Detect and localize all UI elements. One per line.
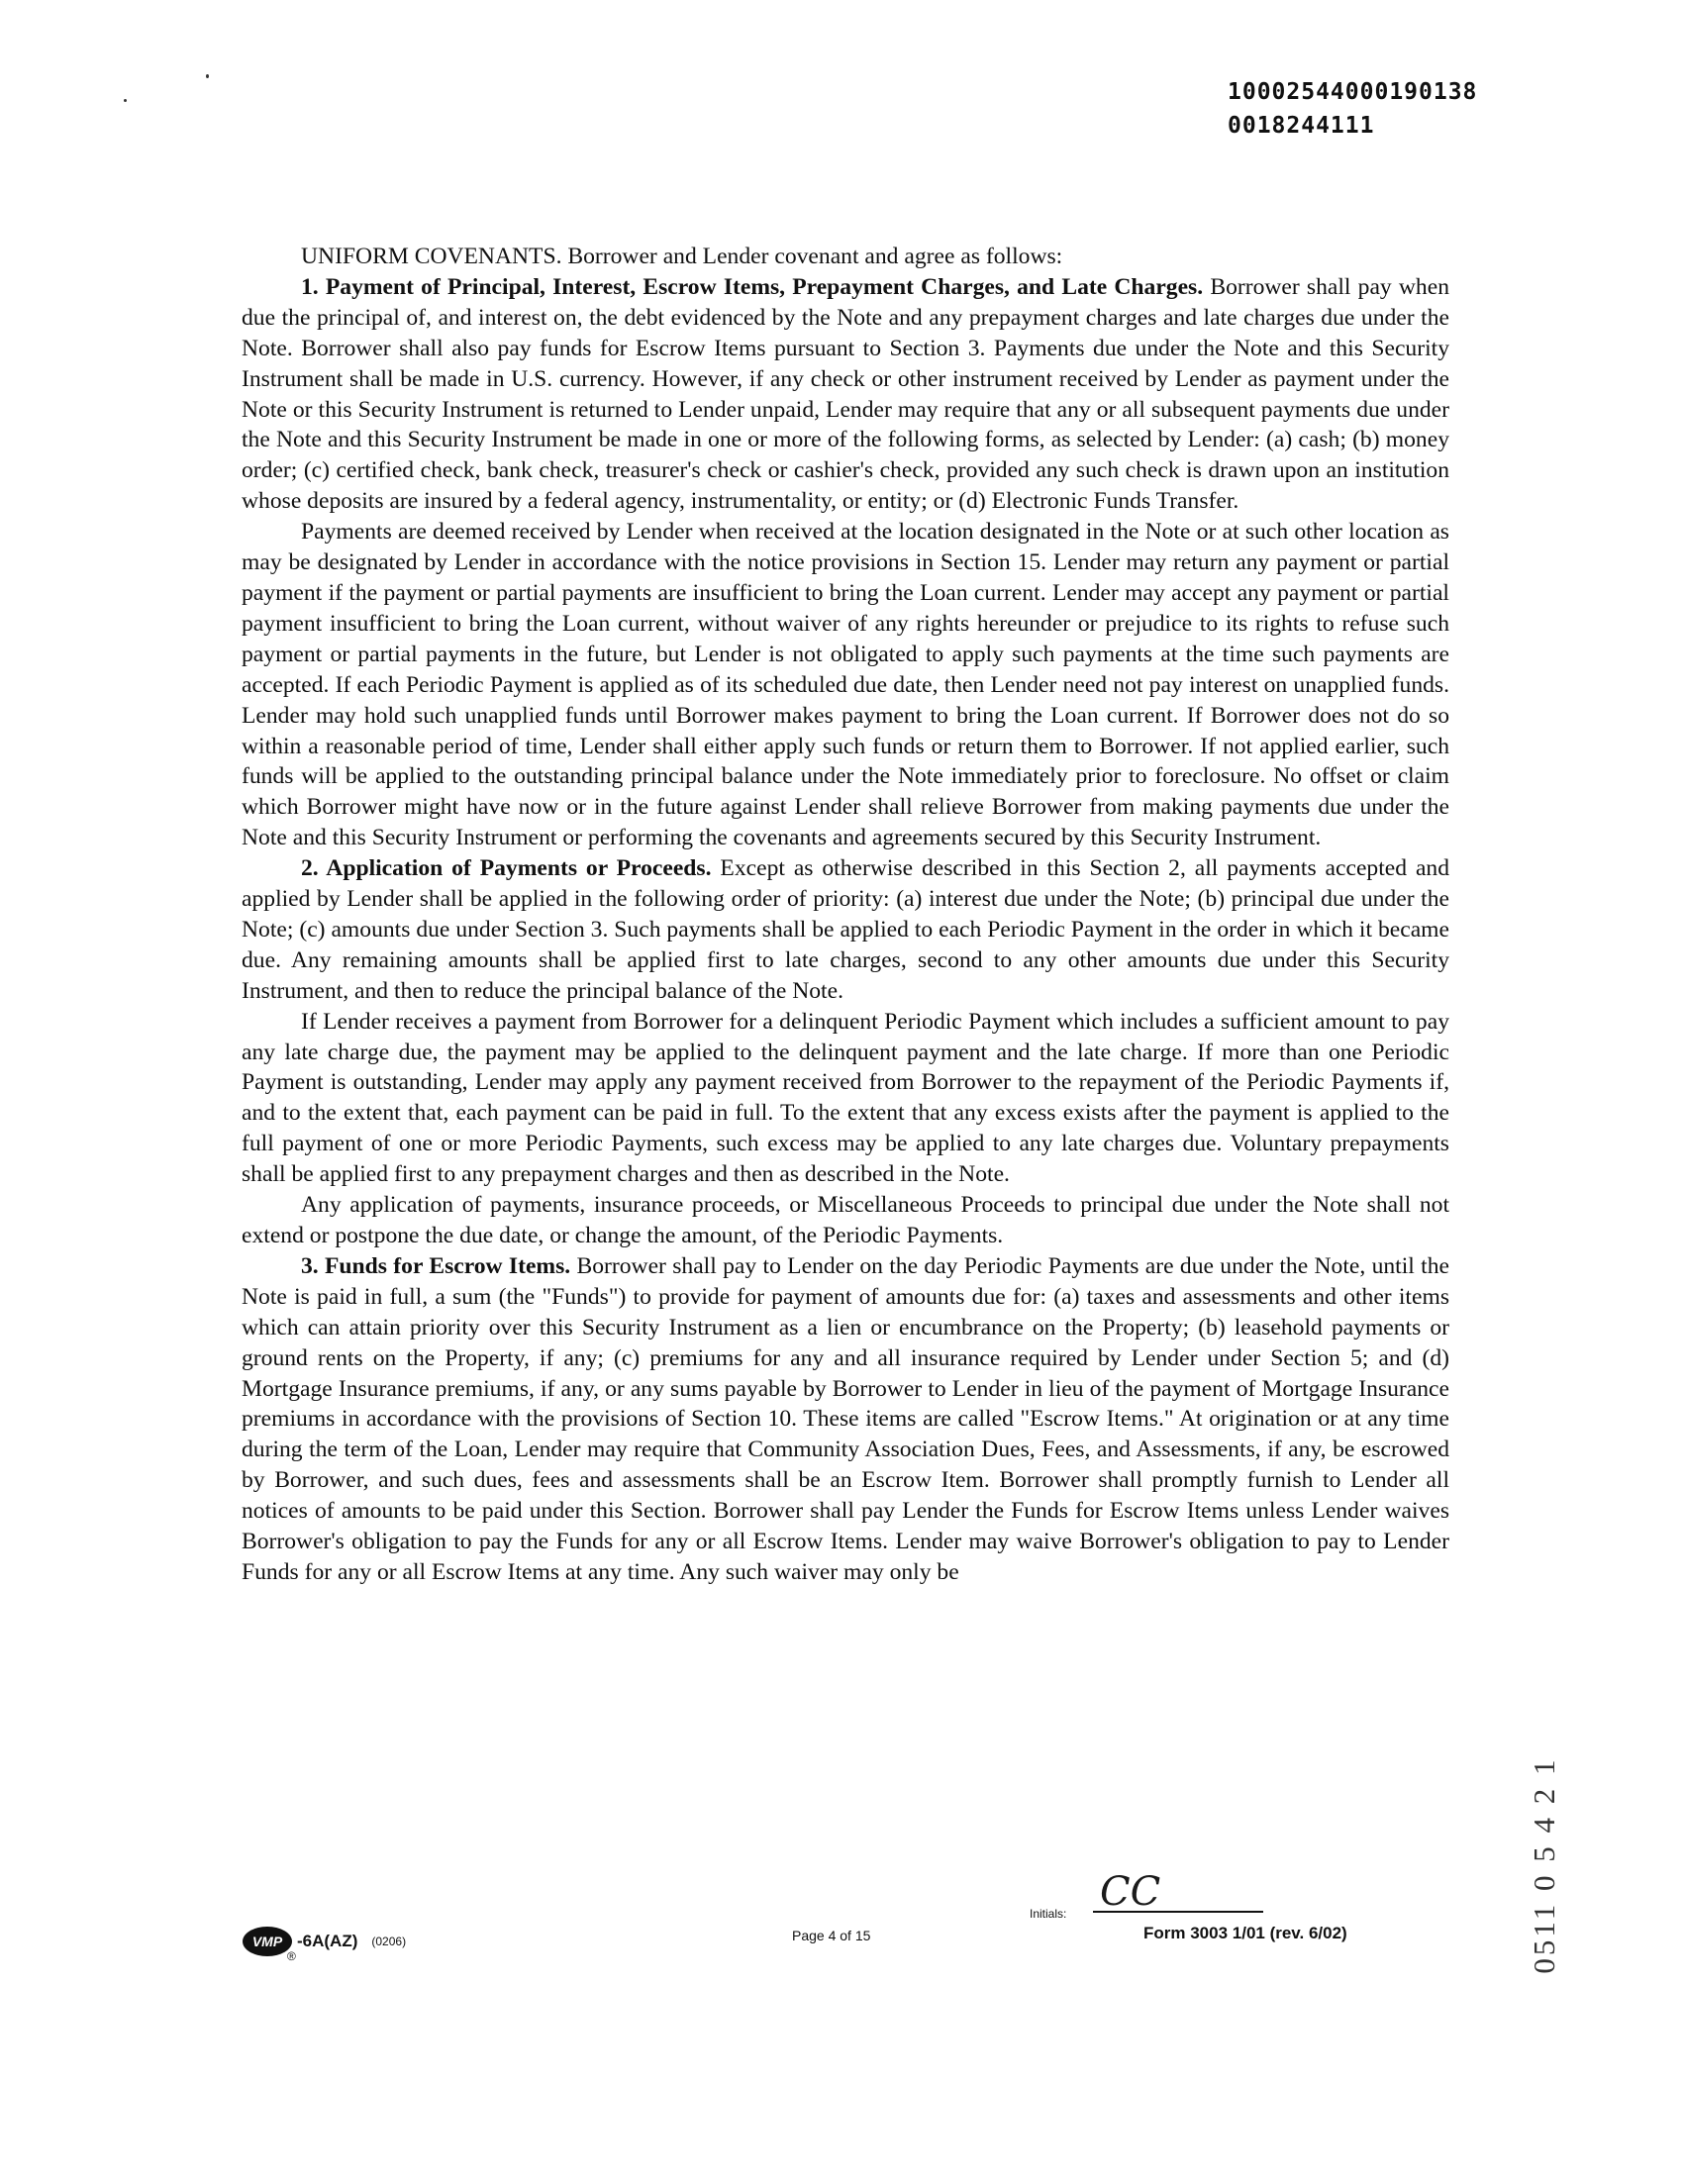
loan-id-secondary: 0018244111 — [1228, 113, 1375, 139]
covenants-body — [242, 242, 1449, 1588]
loan-identifiers — [1228, 75, 1477, 143]
page-number: Page 4 of 15 — [792, 1928, 871, 1943]
form-code: -6A(AZ) — [297, 1932, 358, 1950]
initials-signature — [1094, 1863, 1203, 1913]
scan-speck — [206, 74, 209, 78]
initials-label: Initials: — [1030, 1907, 1067, 1921]
section-2-title: 2. Application of Payments or Proceeds. — [301, 855, 712, 882]
loan-id-primary: 10002544000190138 — [1228, 79, 1478, 105]
section-3-paragraph — [242, 1251, 1449, 1588]
section-1-paragraph — [242, 272, 1449, 517]
initials-line — [1093, 1911, 1263, 1913]
section-2-paragraph — [242, 853, 1449, 1007]
vmp-logo-icon — [242, 1926, 293, 1957]
section-2-paragraph-2: If Lender receives a payment from Borrower for a delinquent Periodic Payment which includes a sufficient amount to pay any late charge due, the payment may be applied to the delinquent payment and the late charge. If more than one Periodic Payment is outstanding, Lender may apply any payment received from Borrower to the repayment of the Periodic Payments if, and to the extent that, each payment can be paid in full. To the extent that any excess exists after the payment is applied to the full payment of one or more Periodic Payments, such excess may be applied to any late charges due. Voluntary prepayments shall be applied first to any prepayment charges and then as described in the Note. — [242, 1008, 1449, 1188]
section-1-title: 1. Payment of Principal, Interest, Escrow Items, Prepayment Charges, and Late Charges. — [301, 273, 1204, 300]
form-number: Form 3003 1/01 (rev. 6/02) — [1143, 1924, 1347, 1942]
section-1-paragraph-2: Payments are deemed received by Lender when received at the location designated in the Note or at such other location as may be designated by Lender in accordance with the notice provisions in Section 15. Lender may return any payment or partial payment if the payment or partial payments are insufficient to bring the Loan current. Lender may accept any payment or partial payment insufficient to bring the Loan current, without waiver of any rights hereunder or prejudice to its rights to refuse such payment or partial payments in the future, but Lender is not obligated to apply such payments at the time such payments are accepted. If each Periodic Payment is applied as of its scheduled due date, then Lender need not pay interest on unapplied funds. Lender may hold such unapplied funds until Borrower makes payment to bring the Loan current. If Borrower does not do so within a reasonable period of time, Lender shall either apply such funds or return them to Borrower. If not applied earlier, such funds will be applied to the outstanding principal balance under the Note immediately prior to foreclosure. No offset or claim which Borrower might have now or in the future against Lender shall relieve Borrower from making payments due under the Note and this Security Instrument or performing the covenants and agreements secured by this Security Instrument. — [242, 519, 1449, 851]
section-3-text: Borrower shall pay to Lender on the day Periodic Payments are due under the Note, until the Note is paid in full, a sum (the "Funds") to provide for payment of amounts due for: (a) taxes and assessments and other items which can attain priority over this Security Instrument as a lien or encumbrance on the Property; (b) leasehold payments or ground rents on the Property, if any; (c) premiums for any and all insurance required by Lender under Section 5; and (d) Mortgage Insurance premiums, if any, or any sums payable by Borrower to Lender in lieu of the payment of Mortgage Insurance premiums in accordance with the provisions of Section 10. These items are called "Escrow Items." At origination or at any time during the term of the Loan, Lender may require that Community Association Dues, Fees, and Assessments, if any, be escrowed by Borrower, and such dues, fees and assessments shall be an Escrow Item. Borrower shall promptly furnish to Lender all notices of amounts to be paid under this Section. Borrower shall pay Lender the Funds for Escrow Items unless Lender waives Borrower's obligation to pay the Funds for any or all Escrow Items. Lender may waive Borrower's obligation to pay to Lender Funds for any or all Escrow Items at any time. Any such waiver may only be — [242, 1252, 1449, 1585]
footer-form-code — [242, 1926, 406, 1957]
section-2-paragraph-3: Any application of payments, insurance proceeds, or Miscellaneous Proceeds to principal due under the Note shall not extend or postpone the due date, or change the amount, of the Periodic Payments. — [242, 1192, 1449, 1248]
form-version: (0206) — [371, 1935, 407, 1948]
initials-value: CC — [1100, 1869, 1161, 1913]
section-3-title: 3. Funds for Escrow Items. — [301, 1252, 571, 1279]
registered-mark: ® — [287, 1949, 296, 1963]
side-stamp: 0511 0 5 4 2 1 — [1527, 1756, 1561, 1974]
section-1-text: Borrower shall pay when due the principal of, and interest on, the debt evidenced by the Note and any prepayment charges and late charges due under the Note. Borrower shall also pay funds for Escrow Items pursuant to Section 3. Payments due under the Note and this Security Instrument shall be made in U.S. currency. However, if any check or other instrument received by Lender as payment under the Note or this Security Instrument is returned to Lender unpaid, Lender may require that any or all subsequent payments due under the Note and this Security Instrument be made in one or more of the following forms, as selected by Lender: (a) cash; (b) money order; (c) certified check, bank check, treasurer's check or cashier's check, provided any such check is drawn upon an institution whose deposits are insured by a federal agency, instrumentality, or entity; or (d) Electronic Funds Transfer. — [242, 273, 1449, 515]
intro-paragraph: UNIFORM COVENANTS. Borrower and Lender covenant and agree as follows: — [301, 244, 1063, 269]
vmp-logo-text: VMP — [251, 1934, 283, 1949]
scan-speck — [124, 99, 127, 102]
section-2-text: Except as otherwise described in this Section 2, all payments accepted and applied by Lender shall be applied in the following order of priority: (a) interest due under the Note; (b) principal due under the Note; (c) amounts due under Section 3. Such payments shall be applied to each Periodic Payment in the order in which it became due. Any remaining amounts shall be applied first to late charges, second to any other amounts due under this Security Instrument, and then to reduce the principal balance of the Note. — [242, 855, 1450, 1004]
